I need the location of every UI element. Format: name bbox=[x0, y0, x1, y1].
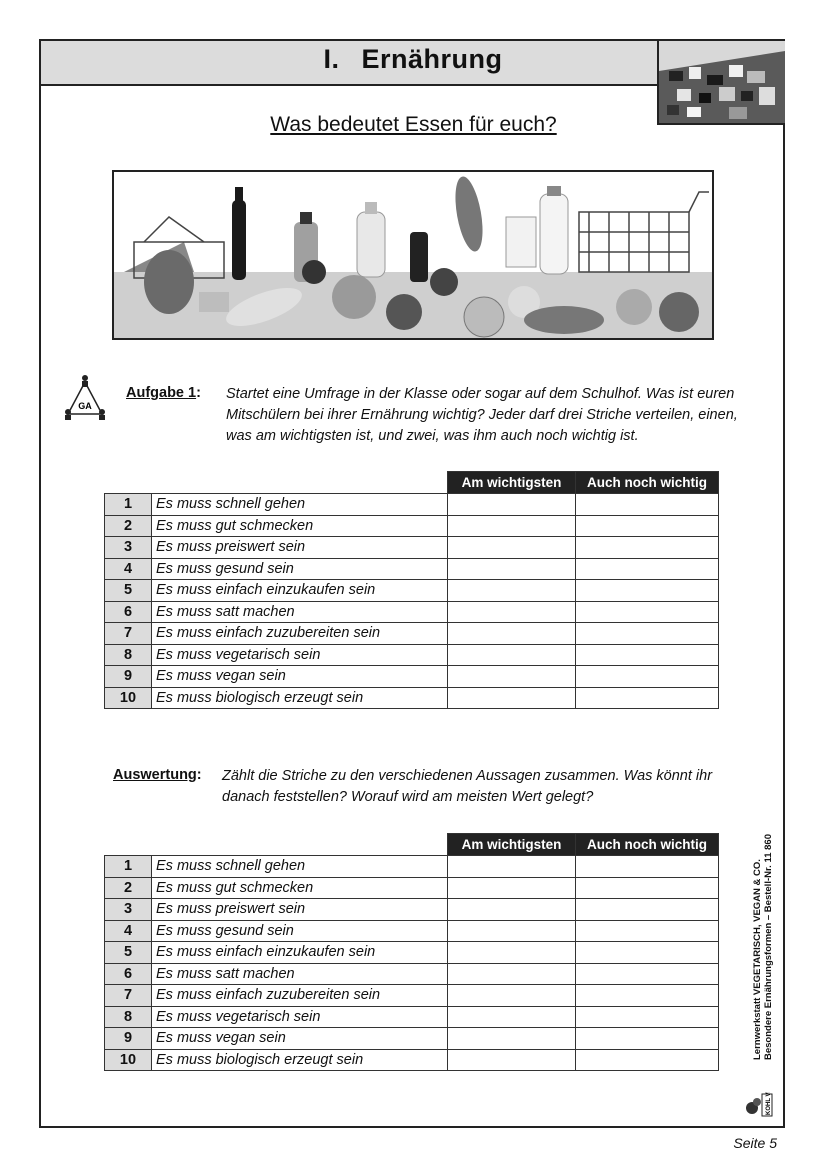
tally-cell[interactable] bbox=[576, 1049, 719, 1071]
groceries-banner-image bbox=[112, 170, 714, 340]
tally-cell[interactable] bbox=[576, 515, 719, 537]
tally-cell[interactable] bbox=[448, 920, 576, 942]
publisher-logo bbox=[744, 1092, 778, 1118]
tally-cell[interactable] bbox=[576, 687, 719, 709]
table-row: 2 Es muss gut schmecken bbox=[105, 515, 719, 537]
evaluation-text: Zählt die Striche zu den verschiedenen Aussagen zusammen. Was könnt ihr danach feststellen? Worauf wird am meisten Wert gelegt? bbox=[222, 768, 713, 805]
table-row: 6 Es muss satt machen bbox=[105, 601, 719, 623]
table-row: 3 Es muss preiswert sein bbox=[105, 899, 719, 921]
table-row: 3 Es muss preiswert sein bbox=[105, 537, 719, 559]
tally-cell[interactable] bbox=[448, 580, 576, 602]
table-row: 1 Es muss schnell gehen bbox=[105, 856, 719, 878]
tally-cell[interactable] bbox=[576, 580, 719, 602]
tally-cell[interactable] bbox=[576, 942, 719, 964]
tally-cell[interactable] bbox=[448, 666, 576, 688]
tally-cell[interactable] bbox=[576, 877, 719, 899]
table-row: 2 Es muss gut schmecken bbox=[105, 877, 719, 899]
tally-cell[interactable] bbox=[576, 623, 719, 645]
task1-text: Startet eine Umfrage in der Klasse oder sogar auf dem Schulhof. Was ist euren Mitschülern bei ihrer Ernährung wichtig? Jeder darf drei Striche verteilen, einen, was am wichtigsten ist, und zwei, was ihm auch noch wichtig ist. bbox=[226, 386, 738, 444]
tally-cell[interactable] bbox=[448, 877, 576, 899]
table-row: 8 Es muss vegetarisch sein bbox=[105, 1006, 719, 1028]
col-most-important: Am wichtigsten bbox=[448, 834, 576, 856]
tally-cell[interactable] bbox=[576, 1006, 719, 1028]
tally-cell[interactable] bbox=[448, 601, 576, 623]
series-info bbox=[752, 834, 774, 1060]
evaluation-label: Auswertung: bbox=[113, 767, 202, 783]
table-row: 10 Es muss biologisch erzeugt sein bbox=[105, 1049, 719, 1071]
series-line-1: Lernwerkstatt VEGETARISCH, VEGAN & CO. bbox=[752, 859, 763, 1060]
tally-cell[interactable] bbox=[448, 623, 576, 645]
table-row: 9 Es muss vegan sein bbox=[105, 666, 719, 688]
worksheet-subtitle: Was bedeutet Essen für euch? bbox=[270, 113, 557, 136]
tally-cell[interactable] bbox=[448, 1028, 576, 1050]
tally-cell[interactable] bbox=[448, 985, 576, 1007]
tally-cell[interactable] bbox=[448, 942, 576, 964]
page-number: Seite 5 bbox=[733, 1135, 777, 1151]
table-row: 4 Es muss gesund sein bbox=[105, 558, 719, 580]
groceries-illustration bbox=[114, 172, 712, 338]
tally-cell[interactable] bbox=[576, 494, 719, 516]
series-line-2: Besondere Ernährungsformen – Bestell-Nr. 11 860 bbox=[763, 834, 774, 1060]
survey-table-1 bbox=[104, 471, 719, 709]
chapter-number: I. bbox=[323, 44, 340, 74]
table-row: 5 Es muss einfach einzukaufen sein bbox=[105, 942, 719, 964]
tally-cell[interactable] bbox=[576, 644, 719, 666]
col-also-important: Auch noch wichtig bbox=[576, 472, 719, 494]
table-row: 1 Es muss schnell gehen bbox=[105, 494, 719, 516]
tally-cell[interactable] bbox=[448, 1006, 576, 1028]
survey-table-2 bbox=[104, 833, 719, 1071]
tally-cell[interactable] bbox=[576, 920, 719, 942]
tally-cell[interactable] bbox=[448, 644, 576, 666]
tally-cell[interactable] bbox=[448, 899, 576, 921]
table-row: 9 Es muss vegan sein bbox=[105, 1028, 719, 1050]
col-most-important: Am wichtigsten bbox=[448, 472, 576, 494]
publisher-name: KOHL VERLAG bbox=[766, 1092, 772, 1115]
tally-cell[interactable] bbox=[448, 515, 576, 537]
table-row: 5 Es muss einfach einzukaufen sein bbox=[105, 580, 719, 602]
table-row: 8 Es muss vegetarisch sein bbox=[105, 644, 719, 666]
tally-cell[interactable] bbox=[448, 963, 576, 985]
group-work-icon bbox=[64, 374, 106, 420]
tally-cell[interactable] bbox=[576, 1028, 719, 1050]
tally-cell[interactable] bbox=[576, 899, 719, 921]
tally-cell[interactable] bbox=[448, 856, 576, 878]
table-row: 4 Es muss gesund sein bbox=[105, 920, 719, 942]
header-food-illustration bbox=[659, 41, 785, 123]
tally-cell[interactable] bbox=[448, 1049, 576, 1071]
tally-cell[interactable] bbox=[448, 558, 576, 580]
tally-cell[interactable] bbox=[448, 537, 576, 559]
col-also-important: Auch noch wichtig bbox=[576, 834, 719, 856]
tally-cell[interactable] bbox=[448, 494, 576, 516]
tally-cell[interactable] bbox=[576, 856, 719, 878]
group-work-label: GA bbox=[78, 401, 92, 411]
table-row: 10 Es muss biologisch erzeugt sein bbox=[105, 687, 719, 709]
chapter-name: Ernährung bbox=[361, 44, 503, 74]
table-row: 7 Es muss einfach zuzubereiten sein bbox=[105, 623, 719, 645]
tally-cell[interactable] bbox=[576, 963, 719, 985]
tally-cell[interactable] bbox=[576, 666, 719, 688]
task1-label: Aufgabe 1: bbox=[126, 385, 201, 401]
tally-cell[interactable] bbox=[448, 687, 576, 709]
tally-cell[interactable] bbox=[576, 558, 719, 580]
table-row: 6 Es muss satt machen bbox=[105, 963, 719, 985]
tally-cell[interactable] bbox=[576, 601, 719, 623]
tally-cell[interactable] bbox=[576, 537, 719, 559]
table-row: 7 Es muss einfach zuzubereiten sein bbox=[105, 985, 719, 1007]
tally-cell[interactable] bbox=[576, 985, 719, 1007]
